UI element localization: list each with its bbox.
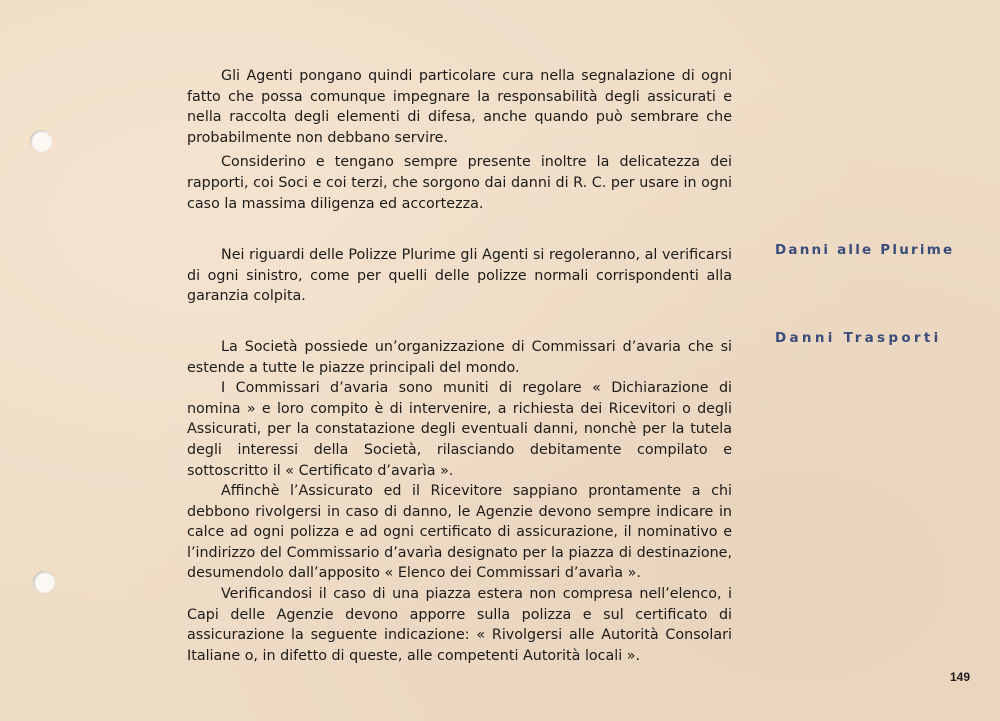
paragraph-trasporti-2: I Commissari d’avaria sono muniti di regolare « Dichiarazione di nomina » e loro compito è di intervenire, a richiesta dei Ricevitori o degli Assicurati, per la constatazione degli eventuali danni, nonchè per la tutela degli interessi della Società, rilasciando debitamente compilato e sottoscritto il « Certificato d’avarìa ». — [187, 380, 732, 479]
punch-hole-top — [30, 130, 52, 152]
body-text — [187, 66, 732, 666]
paragraph-plurime: Nei riguardi delle Polizze Plurime gli Agenti si regoleranno, al verificarsi di ogni sinistro, come per quelli delle polizze normali corrispondenti alla garanzia colpita. — [187, 247, 732, 305]
paragraph-trasporti-1: La Società possiede un’organizzazione di Commissari d’avaria che si estende a tutte le piazze principali del mondo. — [187, 338, 732, 376]
punch-hole-bottom — [33, 571, 55, 593]
paragraph-trasporti-4: Verificandosi il caso di una piazza estera non compresa nell’elenco, i Capi delle Agenzie devono apporre sulla polizza e sul certificato di assicurazione la seguente indicazione: « Rivolgersi alle Autorità Consolari Italiane o, in difetto di queste, alle competenti Autorità locali ». — [187, 586, 732, 664]
margin-heading-trasporti: Danni Trasporti — [775, 330, 942, 346]
paragraph-trasporti-3: Affinchè l’Assicurato ed il Ricevitore sappiano prontamente a chi debbono rivolgersi in caso di danno, le Agenzie devono sempre indicare in calce ad ogni polizza e ad ogni certificato di assicurazione, il nominativo e l’indirizzo del Commissario d’avarìa designato per la piazza di destinazione, desumendolo dall’apposito « Elenco dei Commissari d’avarìa ». — [187, 483, 732, 582]
paragraph-agenti: Gli Agenti pongano quindi particolare cura nella segnalazione di ogni fatto che possa comunque impegnare la responsabilità degli assicurati e nella raccolta degli elementi di difesa, anche quando può sembrare che probabilmente non debbano servire. — [187, 68, 732, 146]
margin-heading-plurime: Danni alle Plurime — [775, 242, 955, 258]
paragraph-considerino: Considerino e tengano sempre presente inoltre la delicatezza dei rapporti, coi Soci e coi terzi, che sorgono dai danni di R. C. per usare in ogni caso la massima diligenza ed accortezza. — [187, 154, 732, 212]
page-number: 149 — [950, 670, 971, 684]
